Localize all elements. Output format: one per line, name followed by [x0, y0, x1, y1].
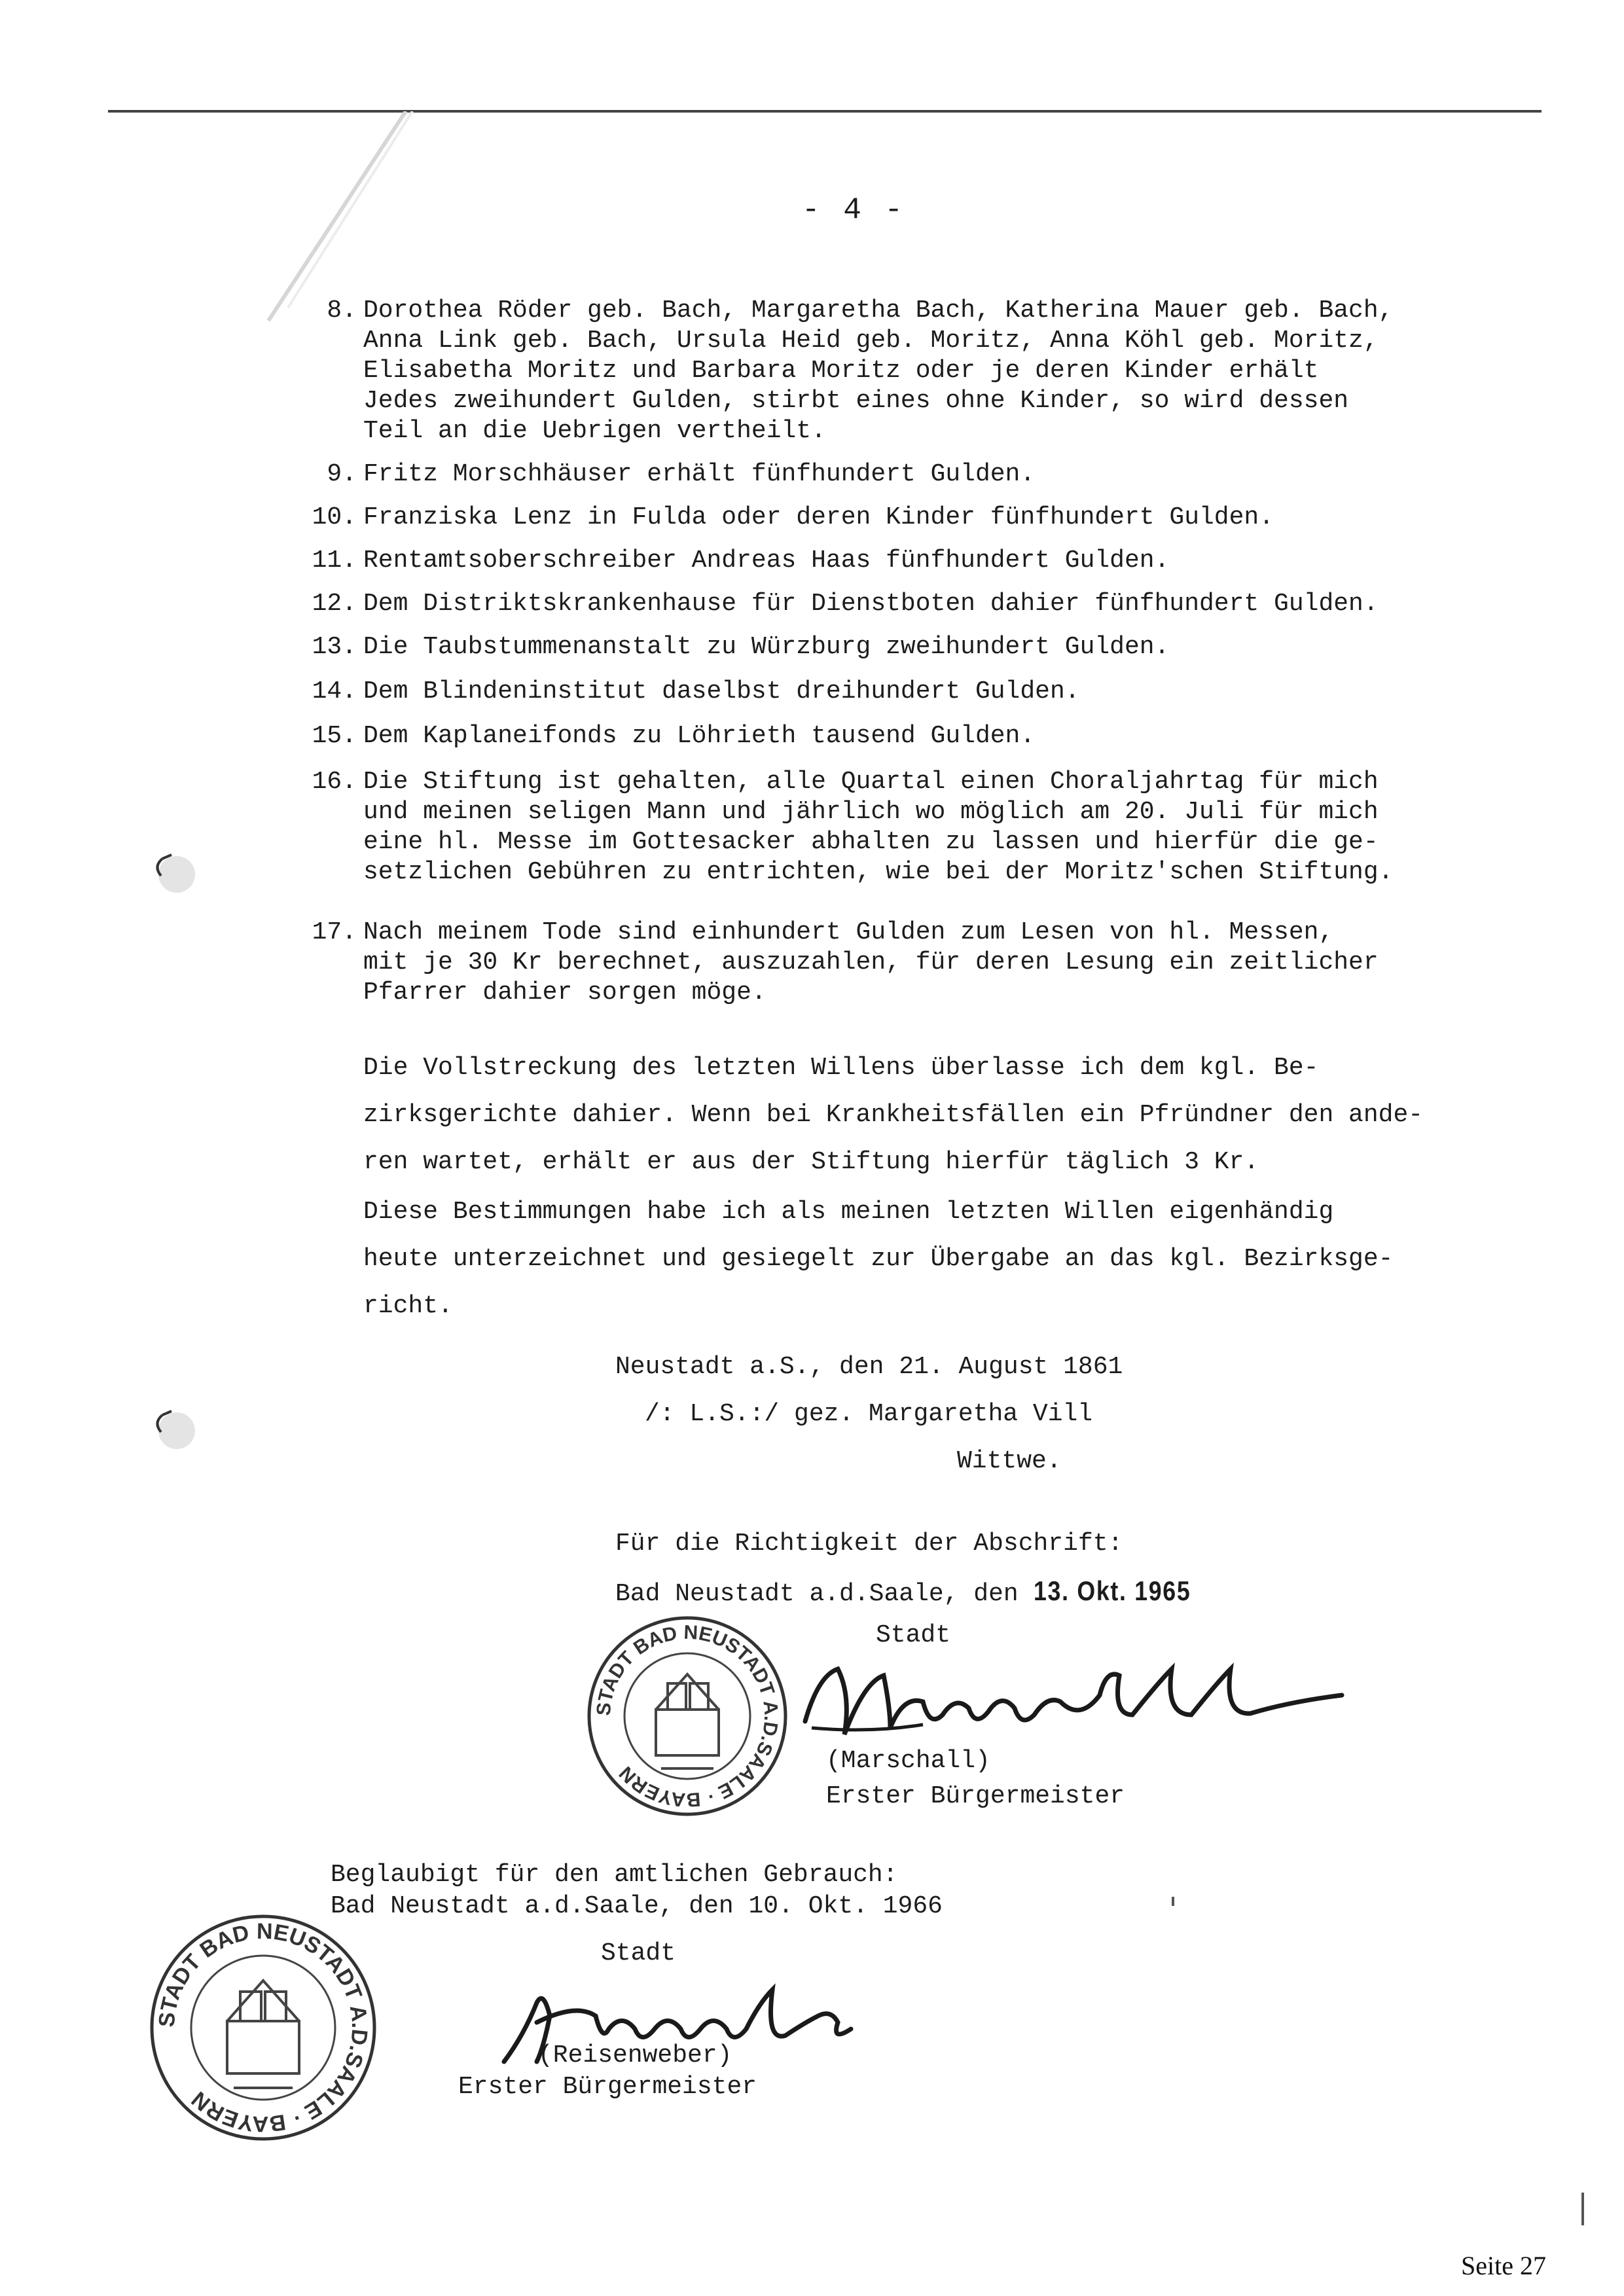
- authentication-place-date: Bad Neustadt a.d.Saale, den 10. Okt. 1966: [331, 1892, 943, 1920]
- svg-text:STADT BAD NEUSTADT A.D.SAALE ·: [593, 1622, 782, 1811]
- svg-text:STADT BAD NEUSTADT A.D.SAALE ·: [154, 1919, 372, 2136]
- punch-hole-mark: [149, 1401, 202, 1453]
- item-text: Die Stiftung ist gehalten, alle Quartal einen Choraljahrtag für mich und meinen seligen Mann und jährlich wo möglich am 20. Juli für mich eine hl. Messe im Gottesacker abhalten zu lassen und hierfür die ge- setzlichen Gebühren zu entrichten, wie bei der Moritz'schen Stiftung.: [363, 768, 1394, 886]
- official-seal-2: [145, 1910, 381, 2145]
- item-number: 10.: [312, 503, 357, 531]
- item-number: 9.: [327, 460, 357, 488]
- item-text: Rentamtsoberschreiber Andreas Haas fünfhundert Gulden.: [363, 547, 1170, 575]
- closing-signed: /: L.S.:/ gez. Margaretha Vill: [645, 1400, 1093, 1428]
- fold-mark: [249, 111, 419, 327]
- certification-heading: Für die Richtigkeit der Abschrift:: [615, 1530, 1123, 1558]
- authentication-name: (Reisenweber): [538, 2041, 732, 2070]
- item-number: 8.: [327, 296, 357, 325]
- seal-text: STADT BAD NEUSTADT A.D.SAALE · BAYERN: [154, 1918, 372, 2137]
- item-number: 17.: [312, 918, 357, 946]
- authentication-role: Erster Bürgermeister: [458, 2073, 757, 2101]
- item-number: 16.: [312, 768, 357, 796]
- item-number: 11.: [312, 547, 357, 575]
- scan-speck: [1172, 1897, 1174, 1906]
- item-number: 15.: [312, 722, 357, 750]
- item-text: Die Taubstummenanstalt zu Würzburg zweihundert Gulden.: [363, 633, 1170, 661]
- handwritten-signature-1: [792, 1656, 1368, 1754]
- scan-speck: [1581, 2193, 1584, 2225]
- footer-page-label: Seite 27: [1461, 2251, 1546, 2280]
- item-text: Dem Kaplaneifonds zu Löhrieth tausend Gulden.: [363, 722, 1036, 750]
- closing-title: Wittwe.: [957, 1447, 1062, 1475]
- certification-office: Stadt: [876, 1621, 951, 1649]
- punch-hole-mark: [149, 844, 202, 897]
- item-text: Nach meinem Tode sind einhundert Gulden zum Lesen von hl. Messen, mit je 30 Kr berechnet, auszuzahlen, für deren Lesung ein zeitlicher Pfarrer dahier sorgen möge.: [363, 918, 1379, 1007]
- seal-text: STADT BAD NEUSTADT A.D.SAALE · BAYERN: [592, 1621, 782, 1811]
- stamped-date: 13. Okt. 1965: [1033, 1575, 1191, 1606]
- authentication-office: Stadt: [601, 1939, 676, 1967]
- paragraph-determination: Diese Bestimmungen habe ich als meinen letzten Willen eigenhändig heute unterzeichnet und gesiegelt zur Übergabe an das kgl. Bezirksge- richt.: [363, 1198, 1394, 1320]
- item-number: 13.: [312, 633, 357, 661]
- paragraph-execution: Die Vollstreckung des letzten Willens überlasse ich dem kgl. Be- zirksgerichte dahier. Wenn bei Krankheitsfällen ein Pfründner den ande- ren wartet, erhält er aus der Stiftung hierfür täglich 3 Kr.: [363, 1054, 1424, 1176]
- certification-place: Bad Neustadt a.d.Saale, den: [615, 1580, 1019, 1608]
- item-text: Dorothea Röder geb. Bach, Margaretha Bach, Katherina Mauer geb. Bach, Anna Link geb. Bach, Ursula Heid geb. Moritz, Anna Köhl geb. Moritz, Elisabetha Moritz und Barbara Moritz oder je deren Kinder erhält Jedes zweihundert Gulden, stirbt eines ohne Kinder, so wird dessen Teil an die Uebrigen vertheilt.: [363, 296, 1394, 445]
- page-number: - 4 -: [802, 193, 906, 227]
- item-text: Fritz Morschhäuser erhält fünfhundert Gulden.: [363, 460, 1036, 488]
- closing-place-date: Neustadt a.S., den 21. August 1861: [615, 1353, 1123, 1381]
- item-text: Dem Blindeninstitut daselbst dreihundert Gulden.: [363, 677, 1080, 706]
- item-number: 12.: [312, 590, 357, 618]
- authentication-heading: Beglaubigt für den amtlichen Gebrauch:: [331, 1861, 898, 1889]
- certification-name: (Marschall): [826, 1747, 990, 1775]
- certification-place-line: [615, 1576, 1218, 1609]
- item-text: Dem Distriktskrankenhause für Dienstboten dahier fünfhundert Gulden.: [363, 590, 1379, 618]
- certification-role: Erster Bürgermeister: [826, 1782, 1125, 1810]
- item-text: Franziska Lenz in Fulda oder deren Kinder fünfhundert Gulden.: [363, 503, 1274, 531]
- official-seal-1: [583, 1611, 792, 1821]
- item-number: 14.: [312, 677, 357, 706]
